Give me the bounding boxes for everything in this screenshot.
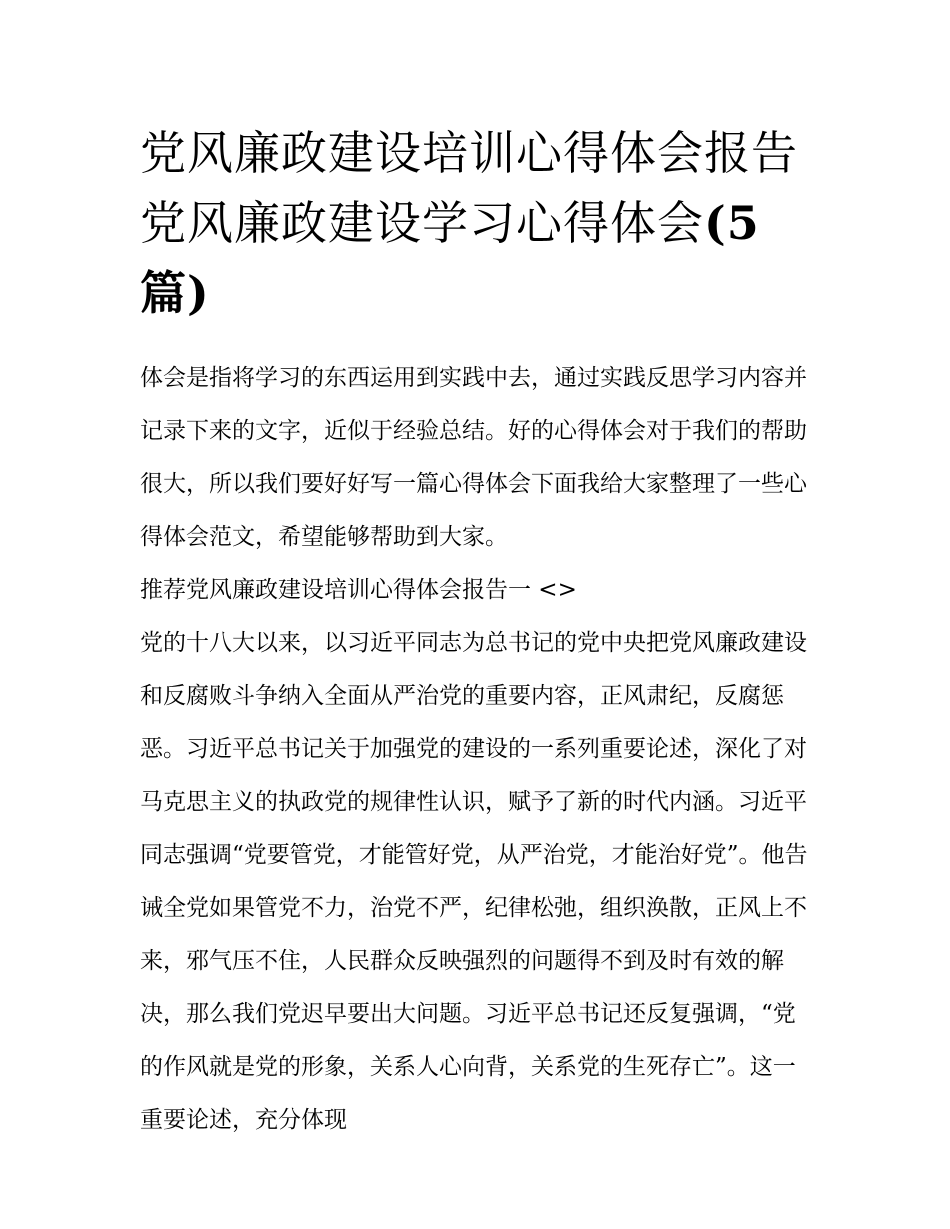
title-main-text: 党风廉政建设培训心得体会报告 党风廉政建设学习心得体会 <box>140 126 798 250</box>
intro-paragraph: 体会是指将学习的东西运用到实践中去，通过实践反思学习内容并记录下来的文字，近似于经验总结。好的心得体会对于我们的帮助很大，所以我们要好好写一篇心得体会下面我给大家整理了一些心得体会范文，希望能够帮助到大家。 <box>140 365 807 550</box>
document-title <box>140 118 820 328</box>
section-heading: 推荐党风廉政建设培训心得体会报告一 <> <box>140 577 577 603</box>
section-paragraph: 党的十八大以来，以习近平同志为总书记的党中央把党风廉政建设和反腐败斗争纳入全面从严治党的重要内容，正风肃纪，反腐惩恶。习近平总书记关于加强党的建设的一系列重要论述，深化了对马克思主义的执政党的规律性认识，赋予了新的时代内涵。习近平同志强调“党要管党，才能管好党，从严治党，才能治好党”。他告诫全党如果管党不力，治党不严，纪律松弛，组织涣散，正风上不来，邪气压不住，人民群众反映强烈的问题得不到及时有效的解决，那么我们党迟早要出大问题。习近平总书记还反复强调，“党的作风就是党的形象，关系人心向背，关系党的生死存亡”。这一重要论述，充分体现 <box>140 630 808 1133</box>
document-body <box>140 352 816 1147</box>
title-count-text: (5篇) <box>140 196 760 320</box>
